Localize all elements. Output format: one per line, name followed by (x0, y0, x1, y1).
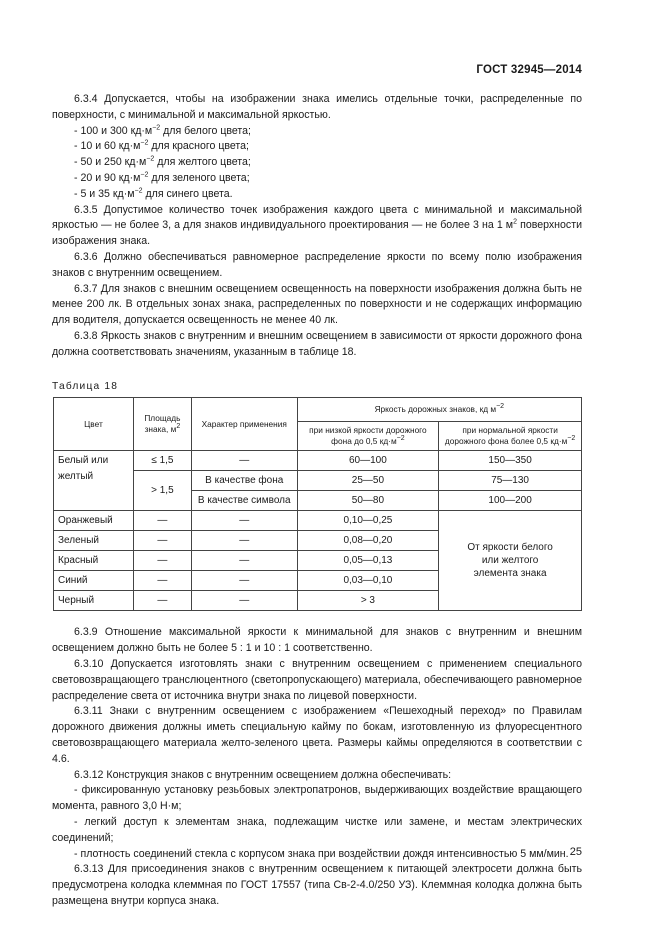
header-text: Площадь знака, м (144, 413, 181, 435)
list-item: - легкий доступ к элементам знака, подлежащим чистке или замене, и местам электрических соединений; (52, 815, 582, 844)
header-normal-background (439, 421, 582, 451)
cell-area: — (133, 511, 191, 531)
cell-use: — (191, 531, 297, 551)
cell-use: — (191, 451, 297, 471)
paragraph-6-3-12: 6.3.12 Конструкция знаков с внутренним освещением должна обеспечивать: (74, 768, 452, 781)
header-area (133, 398, 191, 451)
header-text: при нормальной яркости дорожного фона более 0,5 кд·м (444, 425, 568, 447)
superscript: −2 (146, 155, 155, 163)
page-number: 25 (569, 846, 582, 858)
header-text: Яркость дорожных знаков, кд м (374, 404, 497, 415)
cell-area: — (133, 571, 191, 591)
table-row (54, 471, 582, 491)
cell-area: — (133, 591, 191, 611)
header-color: Цвет (54, 398, 134, 451)
cell-low: 25—50 (297, 471, 439, 491)
cell-color: Синий (54, 571, 134, 591)
header-low-background (297, 421, 439, 451)
paragraph-text: 6.3.5 Допустимое количество точек изображения каждого цвета с минимальной и максимальной яркостью — не более 3, а для знаков индивидуального проектирования — не более 3 на 1 м (52, 203, 582, 232)
document-body (52, 92, 582, 910)
paragraph-6-3-6: 6.3.6 Должно обеспечиваться равномерное распределение яркости по всему полю изображения знаков с внутренним освещением. (52, 250, 582, 279)
list-item-text: для желтого цвета; (154, 156, 251, 169)
list-item-text: - 50 и 250 кд·м (74, 156, 147, 169)
list-item-text: для синего цвета. (142, 187, 233, 200)
cell-low: 60—100 (297, 451, 439, 471)
superscript: −2 (496, 403, 505, 411)
paragraph-6-3-7: 6.3.7 Для знаков с внешним освещением освещенность на поверхности изображения должна быть не менее 200 лк. В отдельных зонах знака, распределенных по поверхности и не содержащих информацию для водителя, допускается освещенность не менее 40 лк. (52, 282, 582, 327)
cell-area: — (133, 551, 191, 571)
cell-use: — (191, 571, 297, 591)
paragraph-6-3-9: 6.3.9 Отношение максимальной яркости к минимальной для знаков с внутренним и внешним освещением должно быть не более 5 : 1 и 10 : 1 соответственно. (52, 626, 582, 655)
cell-color: Красный (54, 551, 134, 571)
list-item (52, 187, 582, 203)
table-row (54, 451, 582, 471)
list-item: - плотность соединений стекла с корпусом знака при воздействии дождя интенсивностью 5 мм/мин. (74, 847, 569, 860)
paragraph-6-3-4: 6.3.4 Допускается, чтобы на изображении знака имелись отдельные точки, распределенные по поверхности, с минимальной и максимальной яркостью. (52, 93, 582, 121)
cell-normal: 150—350 (439, 451, 582, 471)
list-item-text: для красного цвета; (148, 140, 249, 153)
document-standard-id: ГОСТ 32945—2014 (476, 64, 582, 76)
cell-use: В качестве фона (191, 471, 297, 491)
cell-low: 50—80 (297, 491, 439, 511)
table-caption: Таблица 18 (52, 380, 119, 392)
paragraph-6-3-10: 6.3.10 Допускается изготовлять знаки с внутренним освещением с применением специального световозвращающего транслюцентного (светопропускающего) материала, обеспечивающего равномерное распределение света от источника внутри знака по лицевой поверхности. (52, 657, 582, 702)
table-header-row (54, 398, 582, 421)
superscript: −2 (134, 187, 143, 195)
paragraph-6-3-8: 6.3.8 Яркость знаков с внутренним и внешним освещением в зависимости от яркости дорожного фона должна соответствовать значениям, указанным в таблице 18. (52, 329, 582, 358)
superscript: 2 (513, 218, 517, 226)
cell-low: 0,10—0,25 (297, 511, 439, 531)
cell-low: 0,05—0,13 (297, 551, 439, 571)
table-row (54, 511, 582, 531)
cell-low: > 3 (297, 591, 439, 611)
cell-area: > 1,5 (133, 471, 191, 511)
cell-use: — (191, 511, 297, 531)
paragraph-text: поверхности изображения знака. (52, 219, 582, 248)
post-table-section (52, 625, 582, 909)
cell-normal: 75—130 (439, 471, 582, 491)
brightness-table (53, 397, 582, 611)
paragraph-6-3-5 (52, 203, 582, 250)
cell-color: Оранжевый (54, 511, 134, 531)
list-item-text: - 20 и 90 кд·м (74, 171, 141, 184)
header-use: Характер применения (191, 398, 297, 451)
cell-area: — (133, 531, 191, 551)
cell-use: В качестве символа (191, 491, 297, 511)
cell-color: Белый или желтый (54, 451, 134, 511)
cell-use: — (191, 551, 297, 571)
superscript: −2 (140, 139, 149, 147)
list-item: - фиксированную установку резьбовых электропатронов, выдерживающих воздействие вращающего момента, равного 3,0 Н·м; (52, 784, 582, 813)
list-item (52, 139, 582, 155)
list-item (52, 124, 582, 140)
cell-use: — (191, 591, 297, 611)
cell-color: Зеленый (54, 531, 134, 551)
cell-normal-merged: От яркости белого или желтого элемента знака (439, 511, 582, 611)
cell-area: ≤ 1,5 (133, 451, 191, 471)
list-6-3-4 (52, 124, 582, 203)
superscript: −2 (396, 435, 405, 443)
cell-normal: 100—200 (439, 491, 582, 511)
paragraph-6-3-11: 6.3.11 Знаки с внутренним освещением с изображением «Пешеходный переход» по Правилам дорожного движения должны иметь специальную кайму по бокам, изготовленную из флуоресцентного световозвращающего материала желто-зеленого цвета. Размеры каймы определяются в соответствии с 4.6. (52, 705, 582, 765)
list-item-text: - 10 и 60 кд·м (74, 140, 141, 153)
list-item (52, 155, 582, 171)
list-item (52, 171, 582, 187)
paragraph-6-3-13: 6.3.13 Для присоединения знаков с внутренним освещением к питающей электросети должна быть предусмотрена колодка клеммная по ГОСТ 17557 (типа Св-2-4.0/250 УЗ). Клеммная колодка должна быть размещена внутри корпуса знака. (52, 863, 582, 907)
list-item-text: - 100 и 300 кд·м (74, 124, 153, 137)
header-brightness (297, 398, 581, 421)
list-item-text: для белого цвета; (160, 124, 252, 137)
superscript: 2 (176, 423, 181, 431)
cell-low: 0,08—0,20 (297, 531, 439, 551)
superscript: −2 (140, 171, 149, 179)
superscript: −2 (152, 124, 161, 132)
superscript: −2 (567, 435, 576, 443)
cell-color: Черный (54, 591, 134, 611)
cell-low: 0,03—0,10 (297, 571, 439, 591)
list-item-text: - 5 и 35 кд·м (74, 187, 135, 200)
list-item-text: для зеленого цвета; (148, 171, 250, 184)
header-text: при низкой яркости дорожного фона до 0,5 кд·м (309, 425, 427, 447)
